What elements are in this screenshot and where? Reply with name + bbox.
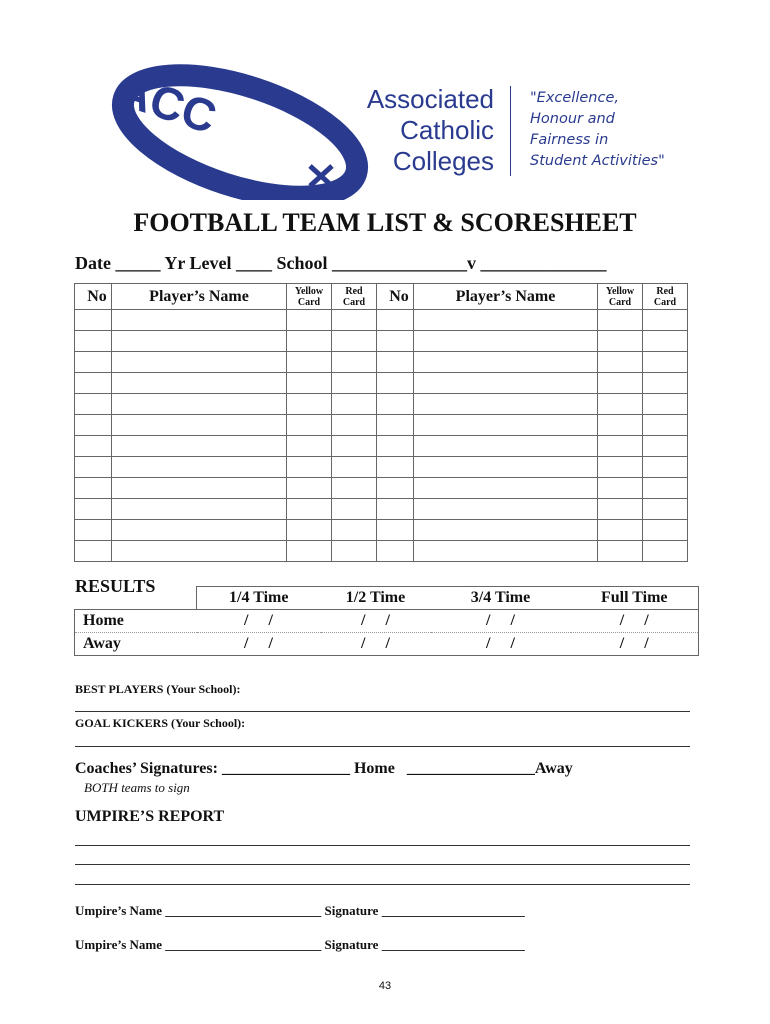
cell-name-left[interactable] — [112, 352, 287, 373]
col-yellow-line-2: Card — [297, 296, 321, 308]
cell-red-left[interactable] — [332, 436, 377, 457]
cell-yellow-right[interactable] — [598, 478, 643, 499]
cell-red-left[interactable] — [332, 520, 377, 541]
cell-yellow-left[interactable] — [287, 394, 332, 415]
cell-name-left[interactable] — [112, 436, 287, 457]
cell-red-right[interactable] — [643, 499, 688, 520]
cell-name-right[interactable] — [414, 499, 598, 520]
org-name-line-1: Associated — [366, 84, 494, 114]
col-red-card-right — [643, 284, 688, 310]
col-no-left: No — [75, 284, 112, 310]
col-red-line-1: Red — [345, 285, 363, 297]
cell-name-left[interactable] — [112, 394, 287, 415]
home-label: Home — [75, 610, 197, 633]
period-full: Full Time — [571, 587, 699, 610]
cell-no-right[interactable] — [377, 415, 414, 436]
cell-name-left[interactable] — [112, 373, 287, 394]
cell-yellow-left[interactable] — [287, 331, 332, 352]
cell-name-right[interactable] — [414, 373, 598, 394]
cell-no-left[interactable] — [75, 310, 112, 331]
cell-red-left[interactable] — [332, 541, 377, 562]
results-table — [74, 586, 699, 656]
cell-yellow-left[interactable] — [287, 352, 332, 373]
cell-name-right[interactable] — [414, 520, 598, 541]
team-table-row — [75, 373, 688, 394]
cell-name-left[interactable] — [112, 331, 287, 352]
cell-no-right[interactable] — [377, 436, 414, 457]
cell-red-left[interactable] — [332, 499, 377, 520]
org-name-line-2: Catholic — [400, 115, 494, 145]
cell-yellow-left[interactable] — [287, 478, 332, 499]
cell-yellow-right[interactable] — [598, 352, 643, 373]
cell-no-right[interactable] — [377, 373, 414, 394]
umpire-report-line-1[interactable] — [75, 845, 690, 846]
team-table-row — [75, 541, 688, 562]
away-score-full[interactable]: / / — [571, 633, 699, 656]
cell-yellow-left[interactable] — [287, 541, 332, 562]
cell-yellow-left[interactable] — [287, 436, 332, 457]
col-player-name-left: Player’s Name — [112, 284, 287, 310]
cell-no-right[interactable] — [377, 331, 414, 352]
away-score-three-quarter[interactable]: / / — [431, 633, 571, 656]
team-table-row — [75, 457, 688, 478]
cell-red-left[interactable] — [332, 310, 377, 331]
cell-red-left[interactable] — [332, 352, 377, 373]
cell-name-right[interactable] — [414, 310, 598, 331]
cell-yellow-right[interactable] — [598, 541, 643, 562]
cell-red-right[interactable] — [643, 520, 688, 541]
cell-yellow-right[interactable] — [598, 394, 643, 415]
cell-no-left[interactable] — [75, 352, 112, 373]
cell-yellow-left[interactable] — [287, 310, 332, 331]
cell-red-right[interactable] — [643, 352, 688, 373]
team-list-table — [74, 283, 688, 562]
acc-logo — [110, 62, 370, 200]
cell-name-left[interactable] — [112, 541, 287, 562]
cell-yellow-right[interactable] — [598, 520, 643, 541]
best-players-line[interactable] — [75, 711, 690, 712]
cell-name-right[interactable] — [414, 478, 598, 499]
cell-name-left[interactable] — [112, 520, 287, 541]
cell-no-right[interactable] — [377, 499, 414, 520]
motto-line-3: Fairness in — [530, 132, 609, 148]
umpire-signature-line-1[interactable]: Umpire’s Name ________________________ Signature ______________________ — [75, 903, 525, 918]
cell-red-right[interactable] — [643, 310, 688, 331]
col-yellow-card-left — [287, 284, 332, 310]
both-teams-note: BOTH teams to sign — [84, 780, 190, 795]
col-yellow-line-1: Yellow — [294, 285, 324, 297]
logo-text: ACC — [111, 63, 223, 144]
cell-red-left[interactable] — [332, 415, 377, 436]
cell-no-left[interactable] — [75, 415, 112, 436]
cell-no-left[interactable] — [75, 520, 112, 541]
home-score-quarter[interactable]: / / — [197, 610, 321, 633]
cell-red-left[interactable] — [332, 478, 377, 499]
cell-name-right[interactable] — [414, 436, 598, 457]
cell-yellow-right[interactable] — [598, 373, 643, 394]
team-table-row — [75, 415, 688, 436]
motto — [530, 88, 665, 172]
team-table-row — [75, 520, 688, 541]
page-title: FOOTBALL TEAM LIST & SCORESHEET — [133, 208, 637, 237]
cell-yellow-left[interactable] — [287, 499, 332, 520]
motto-line-1: "Excellence, — [530, 90, 619, 106]
umpire-signature-line-2[interactable]: Umpire’s Name ________________________ Signature ______________________ — [75, 937, 525, 952]
cell-red-right[interactable] — [643, 457, 688, 478]
cell-no-right[interactable] — [377, 394, 414, 415]
cell-red-right[interactable] — [643, 415, 688, 436]
cell-yellow-right[interactable] — [598, 331, 643, 352]
cell-red-left[interactable] — [332, 457, 377, 478]
results-row-home — [75, 610, 699, 633]
cell-yellow-right[interactable] — [598, 310, 643, 331]
cell-no-right[interactable] — [377, 541, 414, 562]
period-quarter: 1/4 Time — [197, 587, 321, 610]
cell-name-right[interactable] — [414, 457, 598, 478]
cell-red-right[interactable] — [643, 478, 688, 499]
team-table-row — [75, 310, 688, 331]
umpire-report-line-3[interactable] — [75, 884, 690, 885]
cell-name-left[interactable] — [112, 310, 287, 331]
results-corner — [75, 587, 197, 610]
motto-line-4: Student Activities" — [530, 153, 665, 169]
cell-name-right[interactable] — [414, 541, 598, 562]
cell-name-right[interactable] — [414, 352, 598, 373]
match-details-line[interactable]: Date _____ Yr Level ____ School _______________v ______________ — [75, 253, 607, 273]
col-player-name-right: Player’s Name — [414, 284, 598, 310]
cell-yellow-left[interactable] — [287, 520, 332, 541]
org-name-line-3: Colleges — [392, 146, 494, 176]
results-label: RESULTS — [75, 576, 156, 596]
cell-no-left[interactable] — [75, 373, 112, 394]
home-score-full[interactable]: / / — [571, 610, 699, 633]
motto-line-2: Honour and — [530, 111, 615, 127]
results-row-away — [75, 633, 699, 656]
col-red-card-left — [332, 284, 377, 310]
team-table-row — [75, 331, 688, 352]
cell-no-left[interactable] — [75, 541, 112, 562]
cell-yellow-right[interactable] — [598, 415, 643, 436]
coaches-signatures-line[interactable]: Coaches’ Signatures: ________________ Home ________________Away — [75, 760, 573, 777]
cell-no-right[interactable] — [377, 310, 414, 331]
cell-yellow-right[interactable] — [598, 436, 643, 457]
cell-red-right[interactable] — [643, 331, 688, 352]
cell-red-right[interactable] — [643, 436, 688, 457]
home-score-half[interactable]: / / — [321, 610, 431, 633]
cell-red-right[interactable] — [643, 394, 688, 415]
col-no-right: No — [377, 284, 414, 310]
goal-kickers-line[interactable] — [75, 746, 690, 747]
cell-no-right[interactable] — [377, 457, 414, 478]
results-header — [75, 587, 699, 610]
cell-no-right[interactable] — [377, 520, 414, 541]
cell-red-left[interactable] — [332, 394, 377, 415]
cell-yellow-right[interactable] — [598, 457, 643, 478]
cell-yellow-right[interactable] — [598, 499, 643, 520]
period-three-quarter: 3/4 Time — [431, 587, 571, 610]
org-name — [367, 84, 494, 177]
team-table-row — [75, 352, 688, 373]
away-score-quarter[interactable]: / / — [197, 633, 321, 656]
col-red-line-2: Card — [653, 296, 677, 308]
col-red-line-1: Red — [656, 285, 674, 297]
period-half: 1/2 Time — [321, 587, 431, 610]
cell-name-right[interactable] — [414, 415, 598, 436]
best-players-label: BEST PLAYERS (Your School): — [75, 682, 241, 696]
cell-no-left[interactable] — [75, 394, 112, 415]
team-table-header — [75, 284, 688, 310]
cell-yellow-left[interactable] — [287, 415, 332, 436]
team-table-body — [75, 310, 688, 562]
team-table-row — [75, 394, 688, 415]
goal-kickers-label: GOAL KICKERS (Your School): — [75, 716, 246, 730]
page-number: 43 — [378, 980, 392, 992]
cell-no-left[interactable] — [75, 331, 112, 352]
cell-no-right[interactable] — [377, 478, 414, 499]
cell-no-left[interactable] — [75, 499, 112, 520]
cell-name-right[interactable] — [414, 394, 598, 415]
col-yellow-line-2: Card — [608, 296, 632, 308]
team-table-row — [75, 499, 688, 520]
cell-no-left[interactable] — [75, 457, 112, 478]
umpire-report-line-2[interactable] — [75, 864, 690, 865]
cell-name-left[interactable] — [112, 478, 287, 499]
away-label: Away — [75, 633, 197, 656]
team-table-row — [75, 436, 688, 457]
cell-name-left[interactable] — [112, 457, 287, 478]
col-yellow-card-right — [598, 284, 643, 310]
cell-no-left[interactable] — [75, 436, 112, 457]
col-red-line-2: Card — [342, 296, 366, 308]
col-yellow-line-1: Yellow — [605, 285, 635, 297]
cell-no-left[interactable] — [75, 478, 112, 499]
away-score-half[interactable]: / / — [321, 633, 431, 656]
cell-red-left[interactable] — [332, 373, 377, 394]
cell-red-right[interactable] — [643, 373, 688, 394]
org-divider — [510, 86, 511, 176]
home-score-three-quarter[interactable]: / / — [431, 610, 571, 633]
cell-yellow-left[interactable] — [287, 373, 332, 394]
cell-red-left[interactable] — [332, 331, 377, 352]
cell-red-right[interactable] — [643, 541, 688, 562]
cell-name-left[interactable] — [112, 499, 287, 520]
cell-name-right[interactable] — [414, 331, 598, 352]
cell-name-left[interactable] — [112, 415, 287, 436]
cell-yellow-left[interactable] — [287, 457, 332, 478]
team-table-row — [75, 478, 688, 499]
cell-no-right[interactable] — [377, 352, 414, 373]
umpire-report-title: UMPIRE’S REPORT — [75, 808, 225, 825]
